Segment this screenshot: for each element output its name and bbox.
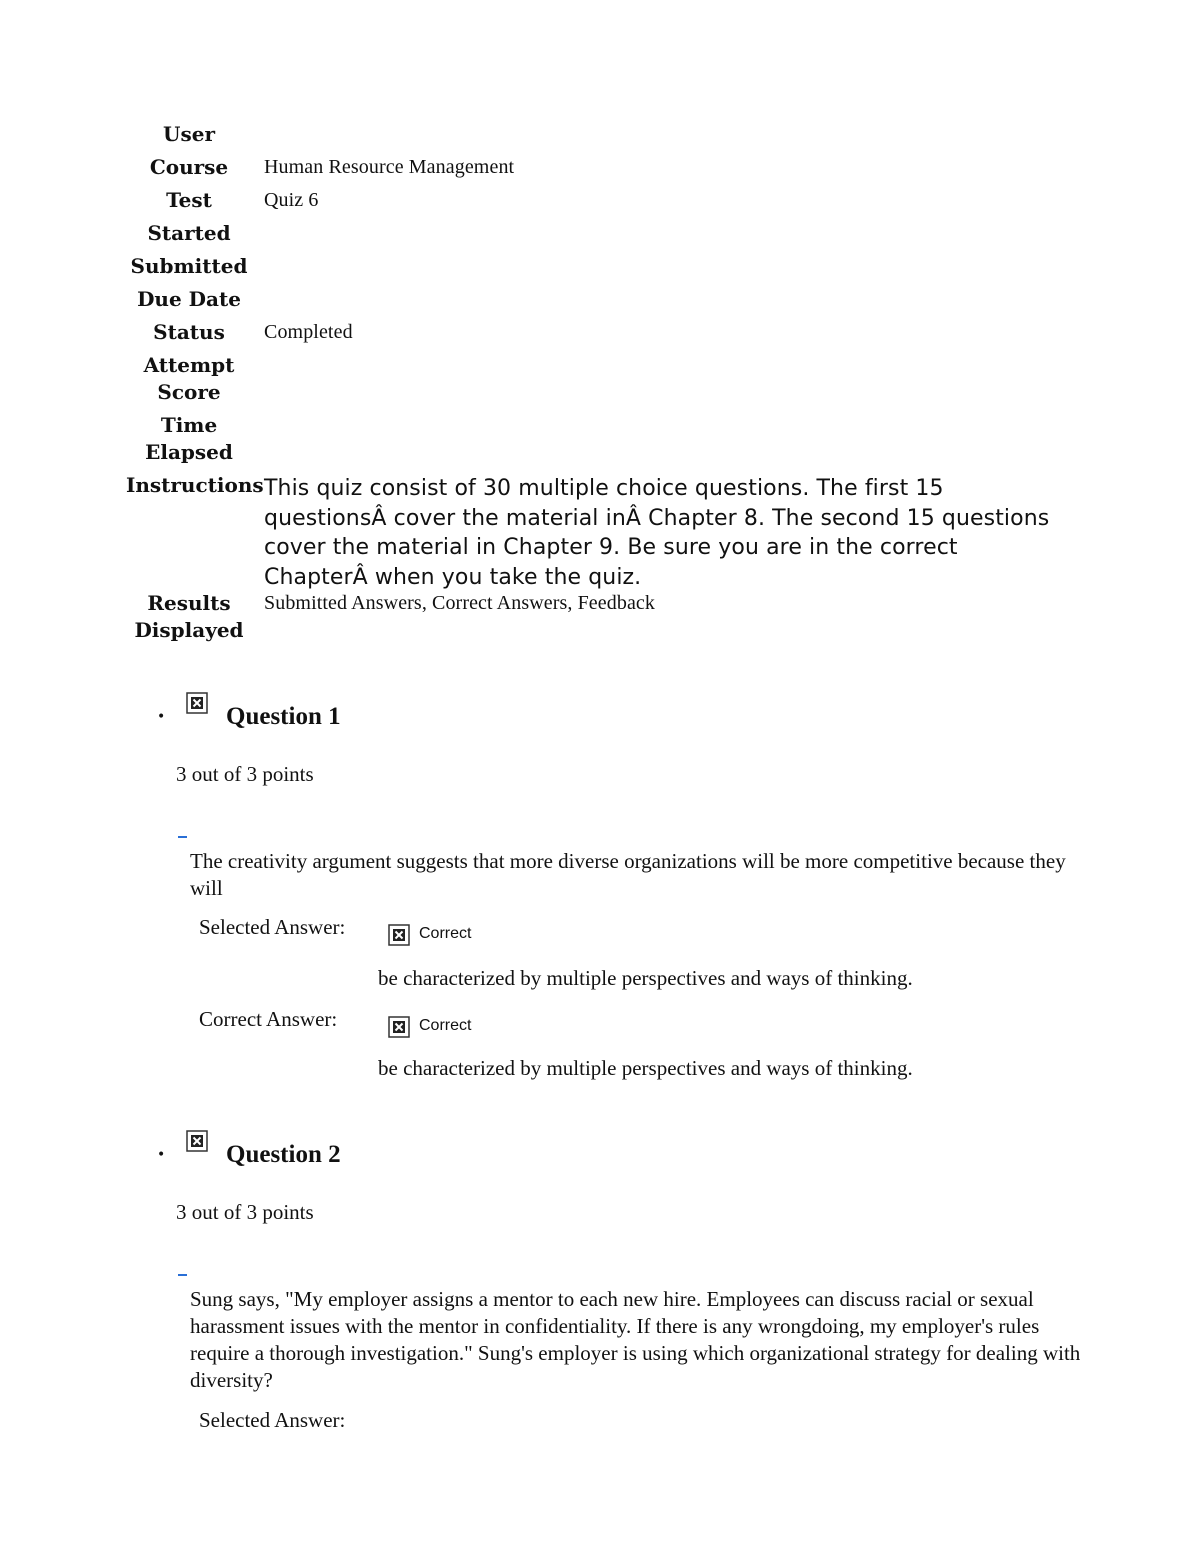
broken-image-icon	[388, 1016, 410, 1038]
results-displayed-label	[126, 590, 252, 644]
question-title: Question 1	[226, 703, 341, 730]
broken-image-icon	[388, 924, 410, 946]
question-text: The creativity argument suggests that more diverse organizations will be more competitive because they will	[190, 849, 1066, 900]
correct-answer-status: Correct	[419, 1017, 472, 1034]
test-label: Test	[166, 188, 212, 212]
info-row-started	[126, 220, 1086, 253]
results-displayed-value: Submitted Answers, Correct Answers, Feedback	[264, 592, 656, 614]
info-row-status	[126, 319, 1086, 352]
test-info-table	[126, 121, 1086, 650]
question-block-1	[0, 688, 1200, 1088]
selected-answer-label: Selected Answer:	[199, 1408, 346, 1432]
info-row-results-displayed	[126, 590, 1086, 650]
course-value: Human Resource Management	[264, 156, 515, 178]
course-label: Course	[149, 155, 229, 179]
time-elapsed-label-line2: Elapsed	[145, 440, 233, 464]
instructions-value: This quiz consist of 30 multiple choice questions. The first 15 questionsÂ cover the material inÂ Chapter 8. The second 15 questions cover the material in Chapter 9. Be sure you are in the correct ChapterÂ when you take the quiz.	[264, 476, 1050, 590]
bullet: •	[157, 709, 166, 725]
instructions-label: Instructions	[126, 473, 264, 497]
info-row-instructions	[126, 472, 1086, 590]
attempt-score-label-line2: Score	[157, 380, 221, 404]
info-row-test	[126, 187, 1086, 220]
question-points: 3 out of 3 points	[176, 762, 314, 786]
results-label-line2: Displayed	[134, 618, 244, 642]
started-label: Started	[147, 221, 231, 245]
selected-answer-label: Selected Answer:	[199, 915, 346, 939]
question-dash-marker	[178, 1274, 187, 1276]
correct-answer-label: Correct Answer:	[199, 1007, 338, 1031]
info-row-submitted	[126, 253, 1086, 286]
submitted-label: Submitted	[130, 254, 248, 278]
broken-image-icon	[186, 1130, 208, 1152]
attempt-score-label-line1: Attempt	[143, 353, 235, 377]
due-date-label: Due Date	[137, 287, 241, 311]
info-row-course	[126, 154, 1086, 187]
broken-image-icon	[186, 692, 208, 714]
user-label: User	[163, 122, 215, 146]
info-row-attempt-score	[126, 352, 1086, 412]
selected-answer-status: Correct	[419, 925, 472, 942]
info-row-user	[126, 121, 1086, 154]
question-title: Question 2	[226, 1141, 341, 1168]
question-text: Sung says, "My employer assigns a mentor to each new hire. Employees can discuss racial or sexual harassment issues with the mentor in confidentiality. If there is any wrongdoing, my employer's rules require a thorough investigation." Sung's employer is using which organizational strategy for dealing with diversity?	[190, 1287, 1081, 1392]
attempt-score-label	[126, 352, 252, 406]
bullet: •	[157, 1147, 166, 1163]
info-row-time-elapsed	[126, 412, 1086, 472]
info-row-due-date	[126, 286, 1086, 319]
status-label: Status	[153, 320, 225, 344]
time-elapsed-label-line1: Time	[160, 413, 218, 437]
correct-answer-text: be characterized by multiple perspectives and ways of thinking.	[378, 1056, 913, 1080]
question-block-2	[0, 1126, 1200, 1446]
question-points: 3 out of 3 points	[176, 1200, 314, 1224]
test-value: Quiz 6	[264, 189, 319, 211]
status-value: Completed	[264, 321, 353, 343]
selected-answer-text: be characterized by multiple perspectives and ways of thinking.	[378, 966, 913, 990]
question-dash-marker	[178, 836, 187, 838]
time-elapsed-label	[126, 412, 252, 466]
results-label-line1: Results	[147, 591, 231, 615]
